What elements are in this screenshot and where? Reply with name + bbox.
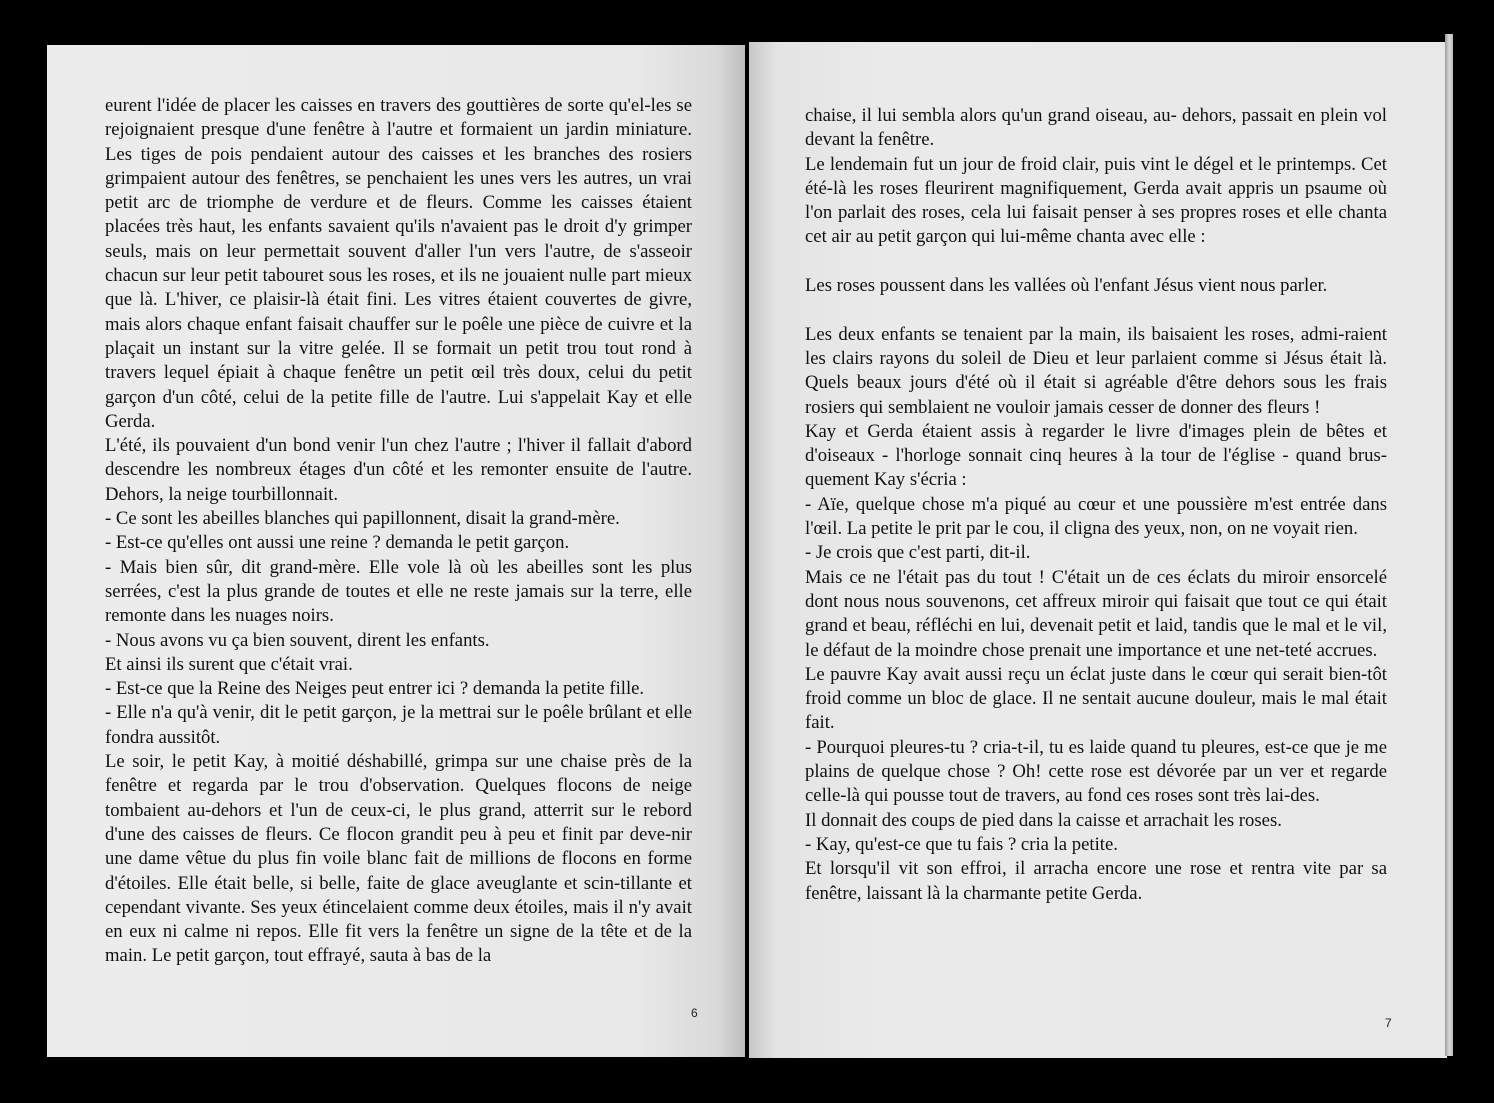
paragraph: Mais ce ne l'était pas du tout ! C'était un de ces éclats du miroir ensorcelé dont nous nous souvenons, cet affreux miroir qui faisait que tout ce qui était grand et beau, réfléchi en lui, devenait petit et laid, tandis que le mal et le vil, le défaut de la moindre chose prenait une importance et une net-teté accrues. bbox=[805, 566, 1387, 661]
paragraph: Le pauvre Kay avait aussi reçu un éclat juste dans le cœur qui serait bien-tôt froid comme un bloc de glace. Il ne sentait aucune douleur, mais le mal était fait. bbox=[805, 663, 1387, 734]
paragraph: Kay et Gerda étaient assis à regarder le livre d'images plein de bêtes et d'oiseaux - l'horloge sonnait cinq heures à la tour de l'église - quand brus-quement Kay s'écria : bbox=[805, 420, 1387, 491]
right-page-text bbox=[805, 104, 1387, 906]
page-number-left: 6 bbox=[691, 1006, 698, 1020]
paragraph: - Est-ce que la Reine des Neiges peut entrer ici ? demanda la petite fille. bbox=[105, 678, 645, 700]
paragraph: - Mais bien sûr, dit grand-mère. Elle vole là où les abeilles sont les plus serrées, c'est la plus grande de toutes et elle ne reste jamais sur la terre, elle remonte dans les nuages noirs. bbox=[105, 556, 692, 627]
page-number-right: 7 bbox=[1385, 1016, 1392, 1030]
paragraph: - Elle n'a qu'à venir, dit le petit garçon, je la mettrai sur le poêle brûlant et elle fondra aussitôt. bbox=[105, 702, 692, 748]
paragraph: - Nous avons vu ça bien souvent, dirent les enfants. bbox=[105, 629, 490, 651]
paragraph: - Je crois que c'est parti, dit-il. bbox=[805, 542, 1031, 564]
paragraph: - Kay, qu'est-ce que tu fais ? cria la petite. bbox=[805, 833, 1118, 855]
booklet-edge bbox=[1445, 34, 1453, 1056]
paragraph: Les deux enfants se tenaient par la main, ils baisaient les roses, admi-raient les clairs rayons du soleil de Dieu et leur parlaient comme si Jésus était là. Quels beaux jours d'été où il était si agréable d'être dehors sous les frais rosiers qui semblaient ne vouloir jamais cesser de donner des fleurs ! bbox=[805, 323, 1387, 418]
paragraph: L'été, ils pouvaient d'un bond venir l'un chez l'autre ; l'hiver il fallait d'abord descendre les nombreux étages d'un côté et les remonter ensuite de l'autre. Dehors, la neige tourbillonnait. bbox=[105, 435, 692, 505]
paragraph: chaise, il lui sembla alors qu'un grand oiseau, au- dehors, passait en plein vol devant la fenêtre. bbox=[805, 105, 1387, 151]
paragraph-gap bbox=[805, 250, 1387, 274]
paragraph: Le soir, le petit Kay, à moitié déshabillé, grimpa sur une chaise près de la fenêtre et regarda par le trou d'observation. Quelques flocons de neige tombaient au-dehors et l'un de ceux-ci, le plus grand, atterrit sur le rebord d'une des caisses de fleurs. Ce flocon grandit peu à peu et finit par deve-nir une dame vêtue du plus fin voile blanc fait de millions de flocons en forme d'étoiles. Elle était belle, si belle, faite de glace aveuglante et scin-tillante et cependant vivante. Ses yeux étincelaient comme deux étoiles, mais il n'y avait en eux ni calme ni repos. Elle fit vers la fenêtre un signe de la tête et de la main. Le petit garçon, tout effrayé, sauta à bas de la bbox=[105, 751, 692, 967]
paragraph-gap bbox=[805, 298, 1387, 322]
paragraph: - Pourquoi pleures-tu ? cria-t-il, tu es laide quand tu pleures, est-ce que je me plains de quelque chose ? Oh! cette rose est dévorée par un ver et regarde celle-là qui pousse tout de travers, au fond ces roses sont très lai-des. bbox=[805, 736, 1387, 807]
paragraph: Et lorsqu'il vit son effroi, il arracha encore une rose et rentra vite par sa fenêtre, laissant là la charmante petite Gerda. bbox=[805, 858, 1387, 904]
left-page-text bbox=[105, 94, 692, 969]
paragraph: eurent l'idée de placer les caisses en travers des gouttières de sorte qu'el-les se rejoignaient presque d'une fenêtre à l'autre et formaient un jardin miniature. Les tiges de pois pendaient autour des caisses et les branches des rosiers grimpaient autour des fenêtres, se penchaient les unes vers les autres, un vrai petit arc de triomphe de verdure et de fleurs. Comme les caisses étaient placées très haut, les enfants savaient qu'ils n'avaient pas le droit d'y grimper seuls, mais on leur permettait souvent d'aller l'un vers l'autre, de s'asseoir chacun sur leur petit tabouret sous les roses, et ils ne jouaient nulle part mieux que là. L'hiver, ce plaisir-là était fini. Les vitres étaient couvertes de givre, mais alors chaque enfant faisait chauffer sur le poêle une pièce de cuivre et la plaçait un instant sur la vitre gelée. Il se formait un petit trou tout rond à travers lequel épiait à chaque fenêtre un petit œil très doux, celui du petit garçon d'un côté, celui de la petite fille de l'autre. Lui s'appelait Kay et elle Gerda. bbox=[105, 95, 692, 432]
song-line: Les roses poussent dans les vallées où l'enfant Jésus vient nous parler. bbox=[805, 275, 1328, 297]
paragraph: Le lendemain fut un jour de froid clair, puis vint le dégel et le printemps. Cet été-là les roses fleurirent magnifiquement, Gerda avait appris un psaume où l'on parlait des roses, cela lui faisait penser à ses propres roses et elle chanta cet air au petit garçon qui lui-même chanta avec elle : bbox=[805, 153, 1387, 248]
paragraph: - Est-ce qu'elles ont aussi une reine ? demanda le petit garçon. bbox=[105, 532, 570, 554]
paragraph: - Ce sont les abeilles blanches qui papillonnent, disait la grand-mère. bbox=[105, 508, 620, 530]
paragraph: Et ainsi ils surent que c'était vrai. bbox=[105, 653, 353, 675]
paragraph: - Aïe, quelque chose m'a piqué au cœur et une poussière m'est entrée dans l'œil. La petite le prit par le cou, il cligna des yeux, non, on ne voyait rien. bbox=[805, 493, 1387, 540]
paragraph: Il donnait des coups de pied dans la caisse et arrachait les roses. bbox=[805, 809, 1282, 831]
